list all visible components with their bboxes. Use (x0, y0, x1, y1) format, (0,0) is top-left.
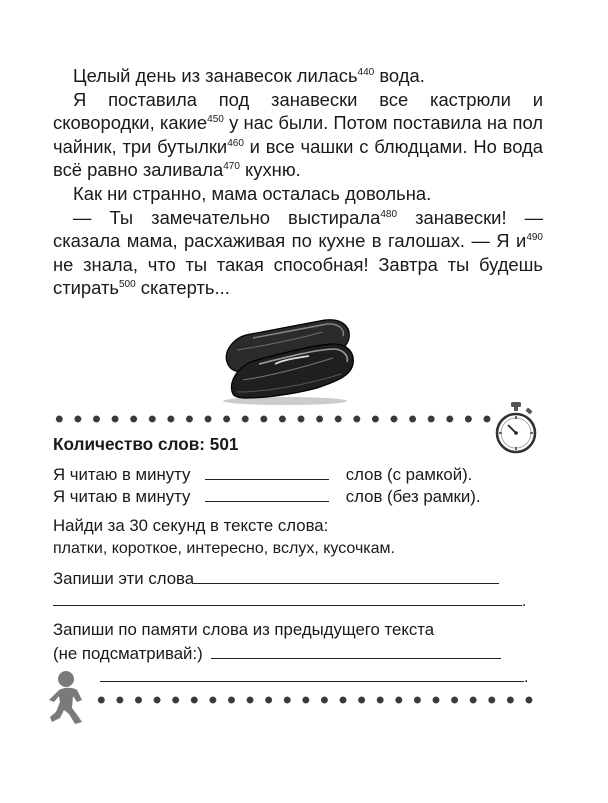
word-count-marker: 470 (223, 161, 240, 173)
write-words-row: Запиши эти слова (53, 568, 499, 589)
memory-row-2: . (100, 666, 528, 687)
word-count-marker: 450 (207, 114, 224, 126)
word-count-heading: Количество слов: 501 (53, 434, 239, 454)
word-count-marker: 460 (227, 137, 244, 149)
dotted-divider-bottom (92, 696, 538, 704)
write-words-blank-1[interactable] (194, 568, 499, 584)
find-words-task: Найди за 30 секунд в тексте слова: (53, 516, 329, 535)
stopwatch-icon (494, 401, 538, 455)
story-text (53, 64, 543, 300)
story-paragraph-3: Как ни странно, мама осталась довольна. (73, 182, 432, 204)
write-words-row-2: . (53, 590, 526, 611)
word-count-marker: 500 (118, 279, 136, 291)
story-paragraph-1: Целый день из занавесок лилась$^{440}$ вода. (73, 65, 425, 86)
word-count-marker: 490 (526, 232, 543, 244)
write-words-blank-2[interactable] (53, 590, 522, 606)
memory-words-blank-2[interactable] (100, 666, 524, 682)
story-paragraph-4: — Ты замечательно выстирала$^{480}$ занавески! — сказала мама, расхаживая по кухне в галошах. — Я $и^{490}$ не знала, что ты такая способная! Завтра ты будешь стирать$^{500}$ скатерть... (53, 206, 544, 299)
memory-task-row: (не подсматривай:) (53, 643, 501, 664)
word-count-marker: 480 (380, 208, 398, 220)
story-paragraph-2: Я поставила под занавески все кастрюли и сковородки, какие$^{450}$ у нас были. Потом поставила на пол чайник, три бутылки$^{460}$ и все чашки с блюдцами. Но вода всё равно заливала$^{470}$ кухню. (53, 88, 544, 181)
reading-speed-row-frame: Я читаю в минуту слов (с рамкой). (53, 465, 473, 484)
find-words-list: платки, короткое, интересно, вслух, кусочкам. (53, 540, 395, 557)
walking-child-icon (40, 670, 96, 724)
dotted-divider-top (50, 415, 496, 423)
galoshes-illustration (213, 306, 355, 406)
reading-speed-row-noframe: Я читаю в минуту слов (без рамки). (53, 487, 481, 506)
word-count-marker: 440 (357, 67, 375, 78)
reading-speed-blank-frame[interactable] (205, 464, 329, 480)
memory-task-line-1: Запиши по памяти слова из предыдущего текста (53, 620, 435, 639)
memory-words-blank-1[interactable] (211, 643, 501, 659)
reading-speed-blank-noframe[interactable] (205, 486, 329, 502)
